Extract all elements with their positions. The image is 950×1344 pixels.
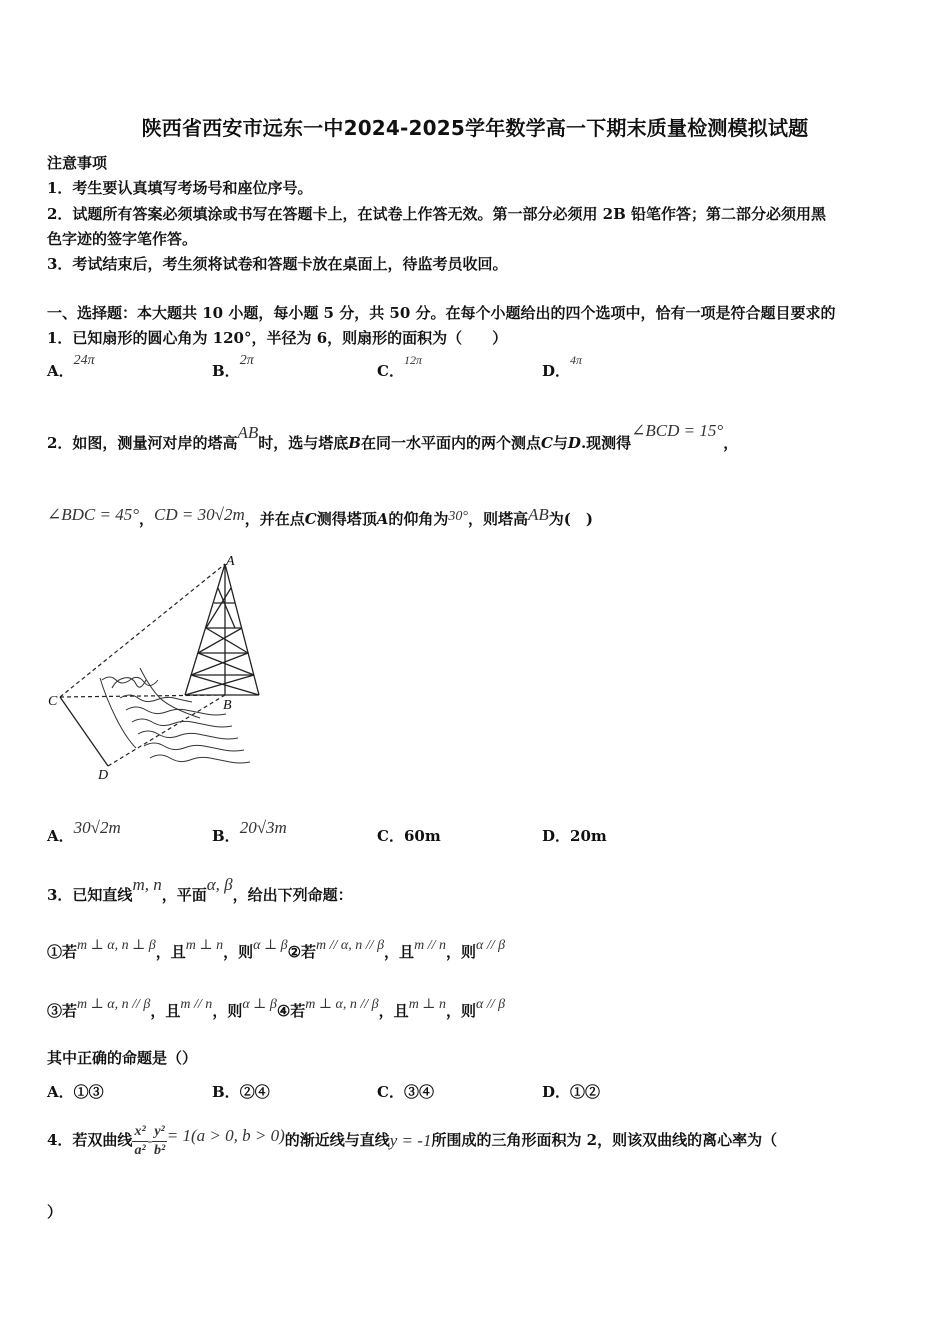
q3-text: ，平面 [161, 886, 207, 904]
q2-text: ，则塔高 [467, 510, 528, 528]
option-label: A． [47, 827, 74, 845]
prop-4-number: ④若 [276, 1002, 306, 1020]
q3-option-c [377, 1081, 434, 1102]
q4-text: 所围成的三角形面积为 2，则该双曲线的离心率为（ [431, 1131, 778, 1149]
q3-math-ab: α, β [206, 875, 233, 894]
q2-point-c: C [540, 434, 553, 452]
prop-2-result: α // β [475, 938, 506, 953]
q3-text: ，则 [445, 943, 476, 961]
option-value: 24π [73, 353, 95, 368]
prop-2-condition2: m // n [414, 938, 446, 953]
q3-text: ，且 [384, 943, 415, 961]
q3-math-mn: m, n [132, 875, 162, 894]
prop-4-condition: m ⊥ α, n // β [305, 997, 379, 1012]
q3-question: 其中正确的命题是（） [47, 1049, 198, 1067]
prop-2-number: ②若 [287, 943, 317, 961]
q3-text: ，且 [155, 943, 186, 961]
prop-1-result: α ⊥ β [253, 938, 288, 953]
q2-text: .现测得 [580, 434, 632, 452]
q2-option-c [377, 825, 441, 846]
q3-text: ，则 [212, 1002, 243, 1020]
prop-3-number: ③若 [47, 1002, 78, 1020]
q3-option-d [542, 1081, 600, 1102]
q3-stem [47, 875, 353, 905]
q2-text: 的仰角为 [388, 510, 449, 528]
notice-heading: 注意事项 [47, 154, 108, 172]
prop-1-condition2: m ⊥ n [185, 938, 224, 953]
option-value: ①③ [73, 1083, 104, 1101]
q2-math-cd: CD = 30√2m [154, 505, 245, 524]
line-cd [60, 697, 108, 766]
option-label: A． [47, 1083, 74, 1101]
q2-text: ， [723, 434, 739, 452]
option-value: 60m [403, 827, 441, 845]
option-label: C． [377, 1083, 404, 1101]
q3-text: ，给出下列命题： [232, 886, 353, 904]
option-value: 20m [570, 827, 607, 845]
q4-line: y = -1 [389, 1131, 432, 1150]
option-value: 12π [403, 353, 422, 367]
q4-fraction-x [132, 1123, 147, 1160]
q4-y2: y² [152, 1123, 166, 1142]
option-value: ③④ [403, 1083, 434, 1101]
q3-text: ，则 [223, 943, 254, 961]
q3-text: ，则 [445, 1002, 476, 1020]
option-value: 30√2m [73, 818, 121, 837]
q2-math-angle-bcd: ∠BCD = 15° [631, 421, 724, 440]
q2-text: 与 [552, 434, 568, 452]
notice-item-1: 1．考生要认真填写考场号和座位序号。 [47, 179, 313, 197]
q3-option-a [47, 1081, 104, 1102]
q1-option-c [377, 353, 422, 381]
q2-math-angle-bdc: ∠BDC = 45° [47, 505, 140, 524]
q3-text: ，且 [150, 1002, 181, 1020]
q2-option-b [212, 818, 287, 846]
label-c: C [48, 694, 58, 709]
q2-point-b: B [348, 434, 361, 452]
prop-1-condition: m ⊥ α, n ⊥ β [77, 938, 156, 953]
option-value: ②④ [239, 1083, 270, 1101]
q4-minus: - [147, 1134, 153, 1149]
section-heading: 一、选择题：本大题共 10 小题，每小题 5 分，共 50 分。在每个小题给出的四个选项中，恰有一项是符合题目要求的 [47, 304, 836, 322]
option-label: B． [212, 362, 240, 380]
label-a: A [226, 554, 235, 569]
option-label: D． [542, 362, 571, 380]
q3-option-b [212, 1081, 270, 1102]
q2-text: 在同一水平面内的两个测点 [360, 434, 541, 452]
option-label: C． [377, 827, 404, 845]
q4-b2: b² [153, 1142, 166, 1158]
option-value: ①② [570, 1083, 601, 1101]
q2-math-ab: AB [528, 505, 549, 524]
q4-text: 的渐近线与直线 [284, 1131, 390, 1149]
q2-text: 2．如图，测量河对岸的塔高 [47, 434, 238, 452]
option-value: 2π [239, 353, 254, 368]
q3-text: ，且 [378, 1002, 409, 1020]
q2-point-c: C [304, 510, 317, 528]
q2-math-ab: AB [237, 423, 259, 442]
q1-option-b [212, 353, 254, 381]
label-d: D [98, 768, 109, 783]
q2-stem-line2 [47, 505, 593, 529]
q2-point-d: D [567, 434, 581, 452]
notice-item-3: 3．考试结束后，考生须将试卷和答题卡放在桌面上，待监考员收回。 [47, 255, 508, 273]
q2-point-a: A [376, 510, 389, 528]
q4-equation: = 1(a > 0, b > 0) [166, 1126, 285, 1145]
notice-item-2-cont: 色字迹的签字笔作答。 [47, 230, 198, 248]
prop-4-result: α // β [475, 997, 506, 1012]
q2-option-d [542, 825, 607, 846]
option-label: A． [47, 362, 74, 380]
prop-2-condition: m // α, n // β [316, 938, 385, 953]
q4-text: 4．若双曲线 [47, 1131, 133, 1149]
q2-option-a [47, 818, 121, 846]
option-label: C． [377, 362, 404, 380]
prop-4-condition2: m ⊥ n [408, 997, 446, 1012]
q2-text: 测得塔顶 [316, 510, 377, 528]
q4-fraction-y [152, 1123, 166, 1160]
line-cb-dashed [60, 695, 225, 697]
q3-text: 3．已知直线 [47, 886, 133, 904]
q2-text: ， [139, 510, 155, 528]
q3-propositions-row2 [47, 997, 506, 1021]
q4-stem [47, 1120, 777, 1162]
q3-propositions-row1 [47, 938, 506, 962]
option-label: D． [542, 827, 571, 845]
option-value: 4π [570, 353, 583, 367]
prop-3-condition: m ⊥ α, n // β [77, 997, 151, 1012]
line-db-dashed [108, 695, 225, 766]
q2-figure [40, 548, 280, 788]
q4-a2: a² [134, 1142, 146, 1158]
q2-text: 为( ) [548, 510, 593, 528]
prop-3-condition2: m // n [180, 997, 213, 1012]
prop-1-number: ①若 [47, 943, 78, 961]
option-label: B． [212, 1083, 240, 1101]
page-title: 陕西省西安市远东一中2024-2025学年数学高一下期末质量检测模拟试题 [141, 116, 809, 140]
q4-close: ） [47, 1203, 63, 1221]
q2-stem-line1 [47, 421, 739, 453]
q1-stem: 1．已知扇形的圆心角为 120°，半径为 6，则扇形的面积为（ ） [47, 329, 508, 347]
label-b: B [223, 698, 232, 713]
q1-option-a [47, 353, 95, 381]
q2-text: 时，选与塔底 [258, 434, 349, 452]
q2-math-angle30: 30° [448, 509, 468, 524]
option-value: 20√3m [239, 818, 287, 837]
q4-x2: x² [132, 1123, 147, 1142]
option-label: B． [212, 827, 240, 845]
notice-item-2: 2．试题所有答案必须填涂或书写在答题卡上，在试卷上作答无效。第一部分必须用 2B 铅笔作答；第二部分必须用黑 [47, 205, 827, 223]
prop-3-result: α ⊥ β [242, 997, 277, 1012]
q2-text: ，并在点 [244, 510, 305, 528]
option-label: D． [542, 1083, 571, 1101]
